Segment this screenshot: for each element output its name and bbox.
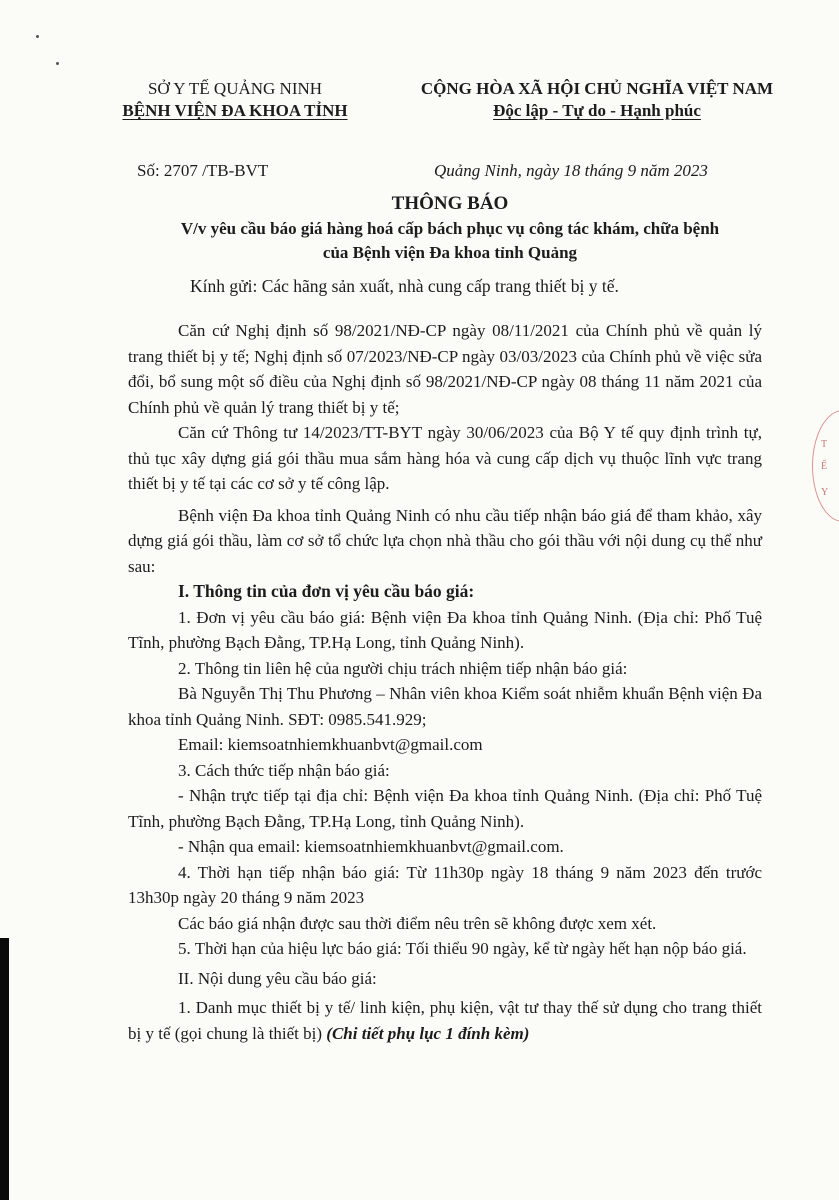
section-1-item-4: 4. Thời hạn tiếp nhận báo giá: Từ 11h30p ngày 18 tháng 9 năm 2023 đến trước 13h30p ngày 20 tháng 9 năm 2023 [128, 862, 762, 907]
header-left [100, 78, 370, 122]
legal-basis-1: Căn cứ Nghị định số 98/2021/NĐ-CP ngày 08/11/2021 của Chính phủ về quản lý trang thiết bị y tế; Nghị định số 07/2023/NĐ-CP ngày 03/03/2023 của Chính phủ về việc sửa đổi, bổ sung một số điều của Nghị định số 98/2021/NĐ-CP ngày 08 tháng 11 năm 2021 của Chính phủ về quản lý trang thiết bị y tế; [128, 321, 762, 417]
section-1-item-5: 5. Thời hạn của hiệu lực báo giá: Tối thiểu 90 ngày, kể từ ngày hết hạn nộp báo giá. [178, 939, 747, 958]
section-1-item-3: 3. Cách thức tiếp nhận báo giá: [178, 760, 390, 780]
seal-char: T [821, 439, 828, 450]
subject-line-1: V/v yêu cầu báo giá hàng hoá cấp bách phục vụ công tác khám, chữa bệnh [180, 219, 720, 238]
section-2-heading: II. Nội dung yêu cầu báo giá: [178, 968, 377, 988]
scan-speck [36, 35, 39, 38]
contact-email: Email: kiemsoatnhiemkhuanbvt@gmail.com [178, 735, 483, 754]
scan-speck [56, 62, 59, 65]
national-motto: Độc lập - Tự do - Hạnh phúc [493, 101, 701, 120]
section-2-item-1 [128, 995, 762, 1046]
header-right [392, 78, 802, 122]
document-title: THÔNG BÁO [391, 193, 509, 214]
receipt-direct: - Nhận trực tiếp tại địa chỉ: Bệnh viện Đa khoa tỉnh Quảng Ninh. (Địa chỉ: Phố Tuệ Tĩnh, phường Bạch Đằng, TP.Hạ Long, tỉnh Quảng Ninh). [128, 786, 762, 831]
appendix-reference: (Chi tiết phụ lục 1 đính kèm) [326, 1023, 530, 1043]
title-block [150, 191, 750, 265]
seal-char: Y [821, 487, 829, 498]
contact-person: Bà Nguyễn Thị Thu Phương – Nhân viên khoa Kiểm soát nhiễm khuẩn Bệnh viện Đa khoa tỉnh Quảng Ninh. SĐT: 0985.541.929; [128, 684, 762, 729]
national-title: CỘNG HÒA XÃ HỘI CHỦ NGHĨA VIỆT NAM [420, 79, 774, 98]
scan-edge-bar [0, 938, 9, 1200]
section-1-item-2: 2. Thông tin liên hệ của người chịu trách nhiệm tiếp nhận báo giá: [178, 658, 628, 678]
section-2-item-1-text: 1. Danh mục thiết bị y tế/ linh kiện, phụ kiện, vật tư thay thế sử dụng cho trang thiết bị y tế (gọi chung là thiết bị) [128, 998, 762, 1043]
recipient: Kính gửi: Các hãng sản xuất, nhà cung cấp trang thiết bị y tế. [190, 276, 619, 296]
seal-char: Ế [821, 461, 828, 472]
subject-line-2: của Bệnh viện Đa khoa tỉnh Quảng [322, 243, 578, 262]
official-seal-fragment [812, 410, 839, 522]
document-number: Số: 2707 /TB-BVT [137, 161, 269, 180]
agency-name: SỞ Y TẾ QUẢNG NINH [147, 79, 323, 98]
section-1-heading: I. Thông tin của đơn vị yêu cầu báo giá: [178, 581, 475, 601]
section-1-item-1: 1. Đơn vị yêu cầu báo giá: Bệnh viện Đa khoa tỉnh Quảng Ninh. (Địa chỉ: Phố Tuệ Tĩnh, phường Bạch Đằng, TP.Hạ Long, tỉnh Quảng Ninh). [128, 607, 762, 652]
document-date: Quảng Ninh, ngày 18 tháng 9 năm 2023 [434, 161, 708, 180]
receipt-email: - Nhận qua email: kiemsoatnhiemkhuanbvt@gmail.com. [178, 837, 564, 856]
purpose-paragraph: Bệnh viện Đa khoa tỉnh Quảng Ninh có nhu cầu tiếp nhận báo giá để tham khảo, xây dựng giá gói thầu, làm cơ sở tổ chức lựa chọn nhà thầu cho gói thầu với nội dung cụ thể như sau: [128, 505, 762, 576]
hospital-name: BỆNH VIỆN ĐA KHOA TỈNH [122, 101, 348, 120]
deadline-note: Các báo giá nhận được sau thời điểm nêu trên sẽ không được xem xét. [178, 913, 657, 933]
document-body [128, 318, 762, 1046]
legal-basis-2: Căn cứ Thông tư 14/2023/TT-BYT ngày 30/06/2023 của Bộ Y tế quy định trình tự, thủ tục xây dựng giá gói thầu mua sắm hàng hóa và cung cấp dịch vụ thuộc lĩnh vực trang thiết bị y tế tại các cơ sở y tế công lập. [128, 423, 762, 493]
